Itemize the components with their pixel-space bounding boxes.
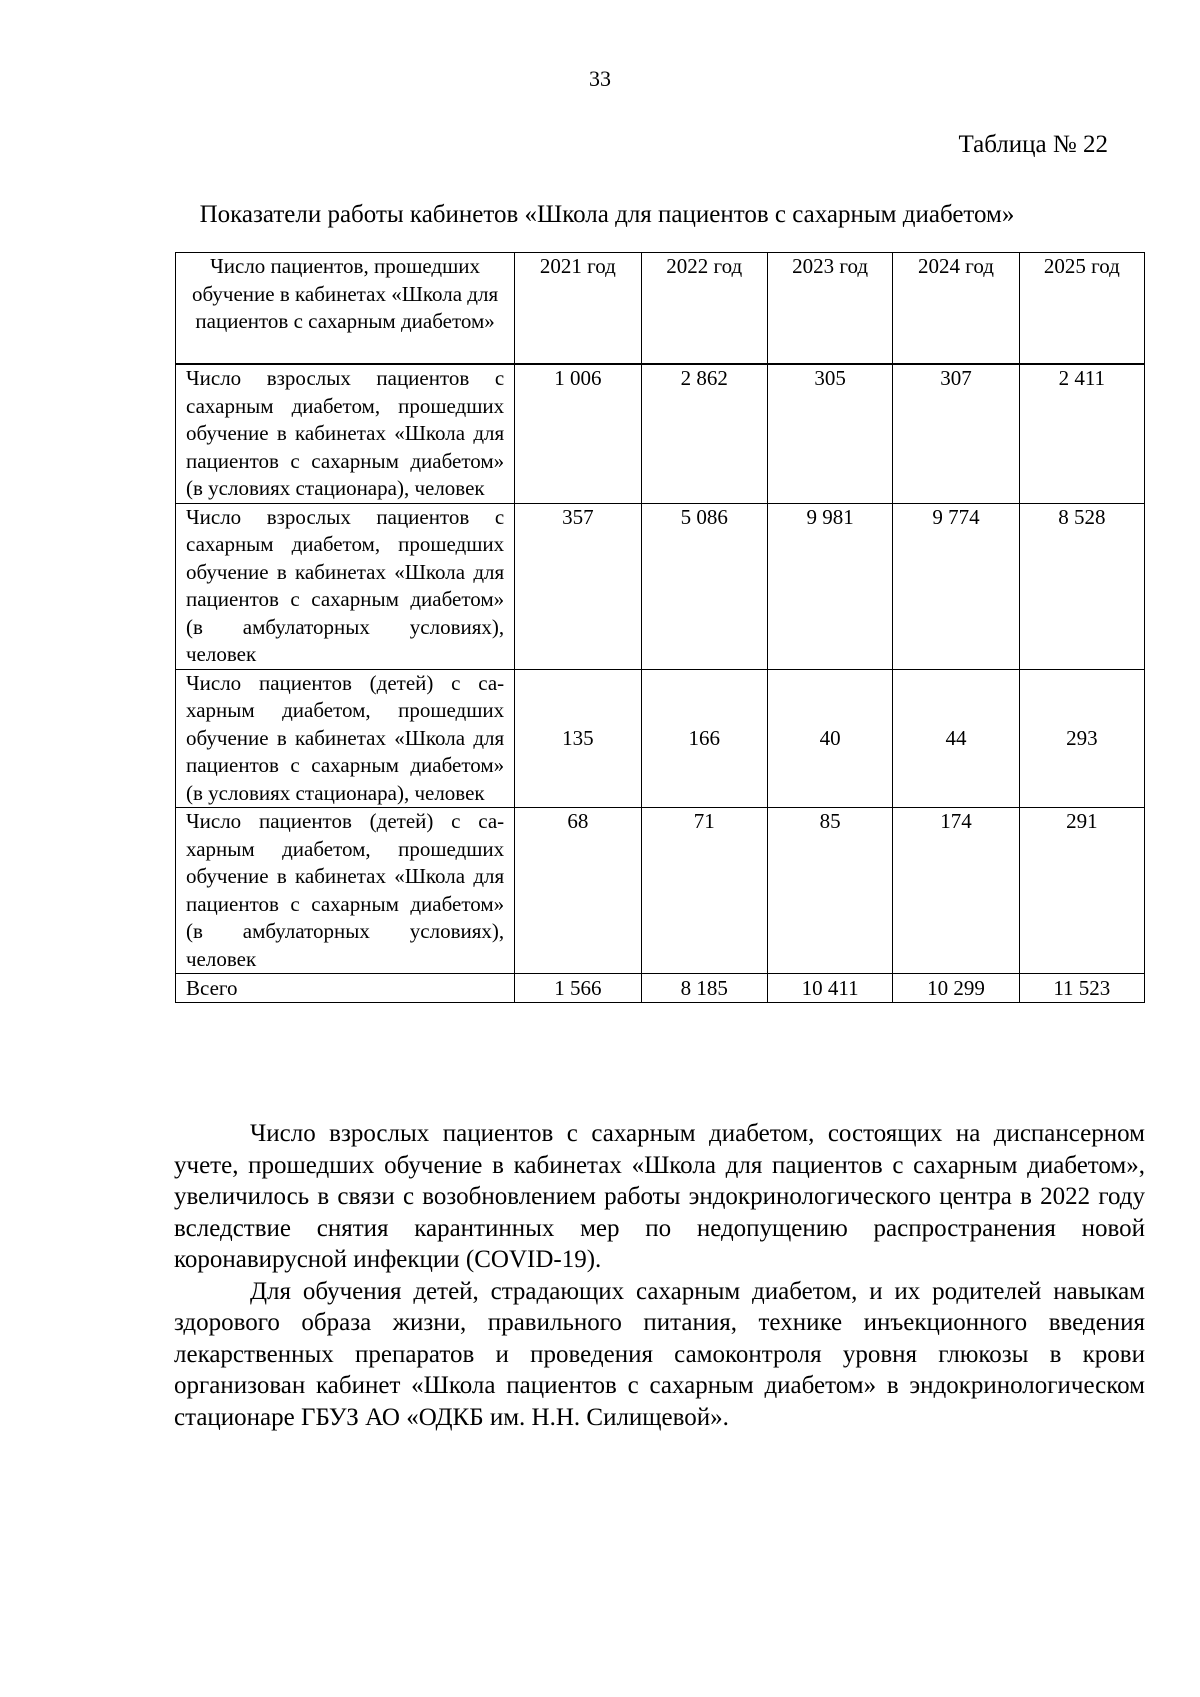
row-label-cell: Число взрослых пациентов с сахарным диабетом, прошедших обучение в кабинетах «Школа для пациентов с сахарным диабетом» (в условиях стационара), человек (176, 365, 515, 504)
table-header-row (176, 253, 1145, 364)
value-cell: 8 528 (1019, 503, 1144, 669)
paragraph: Для обучения детей, страдающих сахарным диабетом, и их родителей навыкам здорового образа жизни, правильного питания, технике инъекционного введения лекарственных препаратов и проведения самоконтроля уровня глюкозы в крови организован кабинет «Школа пациентов с сахарным диабетом» в эндокринологическом стационаре ГБУЗ АО «ОДКБ им. Н.Н. Силищевой». (174, 1277, 1145, 1431)
row-label-cell: Число пациентов (детей) с сахарным диабетом, прошедших обучение в кабинетах «Школа для пациентов с сахарным диабетом» (в условиях стационара), человек (176, 669, 515, 808)
value-cell: 174 (893, 808, 1019, 974)
data-table (175, 252, 1145, 1003)
total-value-cell: 10 411 (767, 974, 892, 1003)
table-label: Таблица № 22 (958, 131, 1108, 158)
total-row (176, 974, 1145, 1003)
table-row (176, 503, 1145, 669)
value-cell: 135 (515, 669, 641, 808)
value-cell: 68 (515, 808, 641, 974)
row-label-cell: Число пациентов (детей) с сахарным диабетом, прошедших обучение в кабинетах «Школа для пациентов с сахарным диабетом» (в амбулаторных условиях), человек (176, 808, 515, 974)
value-cell: 71 (641, 808, 767, 974)
value-cell: 9 774 (893, 503, 1019, 669)
paragraph: Число взрослых пациентов с сахарным диабетом, состоящих на диспансерном учете, прошедших обучение в кабинетах «Школа для пациентов с сахарным диабетом», увеличилось в связи с возобновлением работы эндокринологического центра в 2022 году вследствие снятия карантинных мер по недопущению распространения новой коронавирусной инфекции (COVID-19). (174, 1120, 1145, 1273)
value-cell: 291 (1019, 808, 1144, 974)
value-cell: 166 (641, 669, 767, 808)
total-value-cell: 10 299 (893, 974, 1019, 1003)
value-cell: 85 (767, 808, 892, 974)
header-year-cell: 2025 год (1019, 253, 1144, 364)
value-cell: 307 (893, 365, 1019, 504)
value-cell: 40 (767, 669, 892, 808)
value-cell: 357 (515, 503, 641, 669)
value-cell: 44 (893, 669, 1019, 808)
value-cell: 293 (1019, 669, 1144, 808)
row-label-cell: Число взрослых пациентов с сахарным диабетом, прошедших обучение в кабинетах «Школа для пациентов с сахарным диабетом» (в амбулаторных условиях), человек (176, 503, 515, 669)
table-row (176, 669, 1145, 808)
value-cell: 5 086 (641, 503, 767, 669)
header-year-cell: 2021 год (515, 253, 641, 364)
value-cell: 305 (767, 365, 892, 504)
table-row (176, 808, 1145, 974)
header-year-cell: 2024 год (893, 253, 1019, 364)
header-year-cell: 2023 год (767, 253, 892, 364)
header-year-cell: 2022 год (641, 253, 767, 364)
value-cell: 2 862 (641, 365, 767, 504)
total-label-cell: Всего (176, 974, 515, 1003)
body-text (174, 1118, 1145, 1433)
value-cell: 9 981 (767, 503, 892, 669)
total-value-cell: 11 523 (1019, 974, 1144, 1003)
value-cell: 1 006 (515, 365, 641, 504)
table-row (176, 365, 1145, 504)
header-label-cell: Число пациентов, прошедших обучение в кабинетах «Школа для пациентов с сахарным диабетом» (176, 253, 515, 364)
total-value-cell: 1 566 (515, 974, 641, 1003)
value-cell: 2 411 (1019, 365, 1144, 504)
page-number: 33 (589, 66, 611, 91)
table-title: Показатели работы кабинетов «Школа для пациентов с сахарным диабетом» (199, 201, 1015, 228)
total-value-cell: 8 185 (641, 974, 767, 1003)
